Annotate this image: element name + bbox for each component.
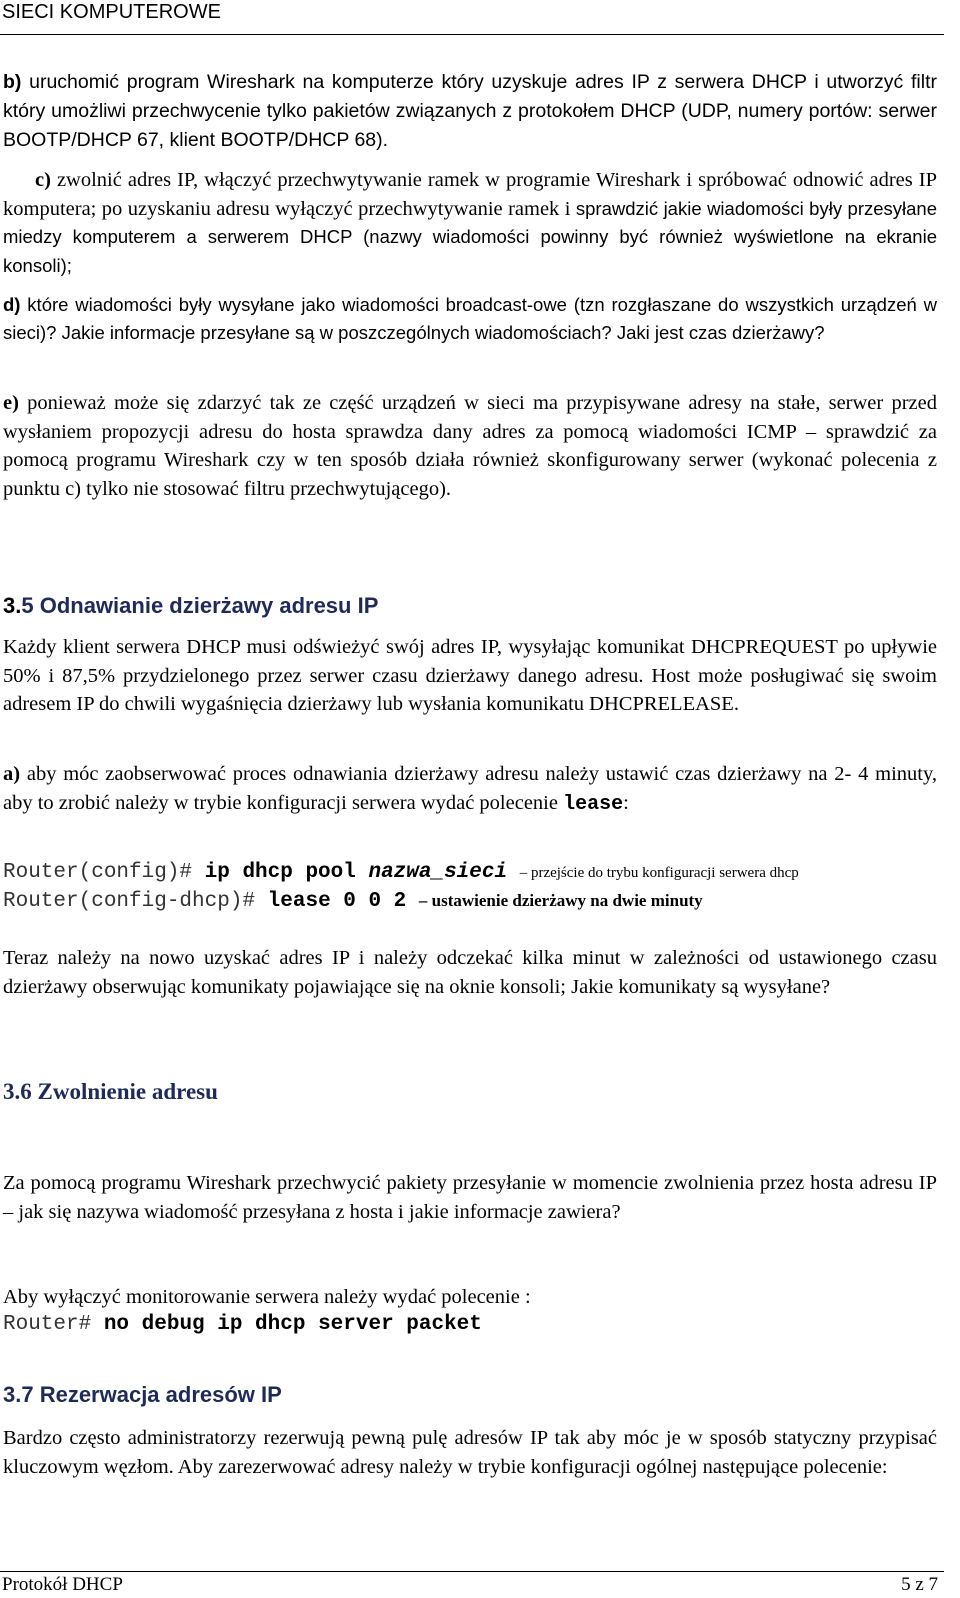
item-e: [3, 389, 937, 503]
item-e-text: ponieważ może się zdarzyć tak ze część urządzeń w sieci ma przypisywane adresy na stałe, serwer przed wysłaniem propozycji adresu do hosta sprawdza dany adres za pomocą wiadomości ICMP – sprawdzić za pomocą programu Wireshark czy w ten sposób działa również skonfigurowany serwer (wykonać polecenia z punktu c) tylko nie stosować filtru przechwytującego).: [3, 392, 937, 500]
item-a-colon: :: [623, 791, 629, 814]
lease-command: lease: [563, 792, 624, 816]
code-line-no-debug: [3, 1311, 482, 1339]
item-a-label: a): [3, 763, 21, 785]
code-command: no debug ip dhcp server packet: [103, 1313, 482, 1336]
section-3-6-instruction: Aby wyłączyć monitorowanie serwera należy wydać polecenie :: [3, 1286, 531, 1308]
code-line-lease: [3, 887, 703, 916]
header-title: SIECI KOMPUTEROWE: [2, 1, 221, 23]
section-3-6-heading: 3.6 Zwolnienie adresu: [3, 1079, 218, 1104]
section-3-5-heading: [3, 591, 378, 621]
item-d: [3, 291, 937, 347]
section-3-5-item-a: [3, 760, 937, 819]
section-3-5-title: 5 Odnawianie dzierżawy adresu IP: [21, 593, 379, 618]
item-c-text2: sprawdzić jakie wiadomości były przesyłane miedzy komputerem a serwerem DHCP (nazwy wiadomości powinny być również wyświetlone na ekranie konsoli);: [3, 197, 937, 276]
item-c: [3, 166, 937, 280]
item-b: [3, 68, 937, 155]
section-3-7-text: Bardzo często administratorzy rezerwują pewną pulę adresów IP tak aby móc je w sposób statyczny przypisać kluczowym węzłom. Aby zarezerwować adresy należy w trybie konfiguracji ogólnej następujące polecenie:: [3, 1427, 937, 1478]
item-e-label: e): [3, 392, 19, 414]
section-3-7-heading: 3.7 Rezerwacja adresów IP: [3, 1382, 282, 1407]
code-note: – przejście do trybu konfiguracji serwera dhcp: [519, 865, 799, 881]
item-b-label: b): [3, 71, 22, 93]
item-d-label: d): [3, 294, 21, 315]
item-a-text: aby móc zaobserwować proces odnawiania dzierżawy adresu należy ustawić czas dzierżawy na 2- 4 minuty, aby to zrobić należy w trybie konfiguracji serwera wydać polecenie: [3, 763, 937, 814]
item-d-text: które wiadomości były wysyłane jako wiadomości broadcast-owe (tzn rozgłaszane do wszystkich urządzeń w sieci)? Jakie informacje przesyłane są w poszczególnych wiadomościach? Jaki jest czas dzierżawy?: [3, 294, 937, 343]
section-3-5-intro: Każdy klient serwera DHCP musi odświeżyć swój adres IP, wysyłając komunikat DHCPREQUEST po upływie 50% i 87,5% przydzielonego przez serwer czasu dzierżawy danego adresu. Host może posługiwać się swoim adresem IP do chwili wygaśnięcia dzierżawy lub wysłania komunikatu DHCPRELEASE.: [3, 636, 937, 715]
section-3-5-followup: Teraz należy na nowo uzyskać adres IP i należy odczekać kilka minut w zależności od ustawionego czasu dzierżawy obserwując komunikaty pojawiające się na oknie konsoli; Jakie komunikaty są wysyłane?: [3, 947, 937, 998]
page-number: 5 z 7: [901, 1574, 938, 1595]
code-prompt: Router(config-dhcp)#: [3, 890, 268, 913]
code-prompt: Router(config)#: [3, 861, 205, 884]
code-prompt: Router#: [3, 1313, 104, 1336]
code-command: lease 0 0 2: [267, 890, 407, 913]
running-footer: [0, 1571, 944, 1598]
section-3-5-number: 3.: [3, 593, 22, 618]
code-argument: nazwa_sieci: [368, 861, 508, 884]
item-b-text: uruchomić program Wireshark na komputerze który uzyskuje adres IP z serwera DHCP i utworzyć filtr który umożliwi przechwycenie tylko pakietów związanych z protokołem DHCP (UDP, numery portów: serwer BOOTP/DHCP 67, klient BOOTP/DHCP 68).: [3, 71, 937, 151]
running-header: [0, 0, 944, 35]
code-note: – ustawienie dzierżawy na dwie minuty: [418, 891, 703, 910]
section-3-6-text: Za pomocą programu Wireshark przechwycić pakiety przesyłanie w momencie zwolnienia przez hosta adresu IP – jak się nazywa wiadomość przesyłana z hosta i jakie informacje zawiera?: [3, 1172, 937, 1223]
item-c-text1: zwolnić adres IP, włączyć przechwytywanie ramek w programie Wireshark i spróbować odnowić adres IP komputera; po uzyskaniu adresu wyłączyć przechwytywanie ramek i: [3, 169, 937, 220]
code-line-pool: [3, 859, 799, 887]
footer-title: Protokół DHCP: [2, 1574, 123, 1595]
code-command: ip dhcp pool: [204, 861, 369, 884]
item-c-label: c): [35, 169, 51, 191]
